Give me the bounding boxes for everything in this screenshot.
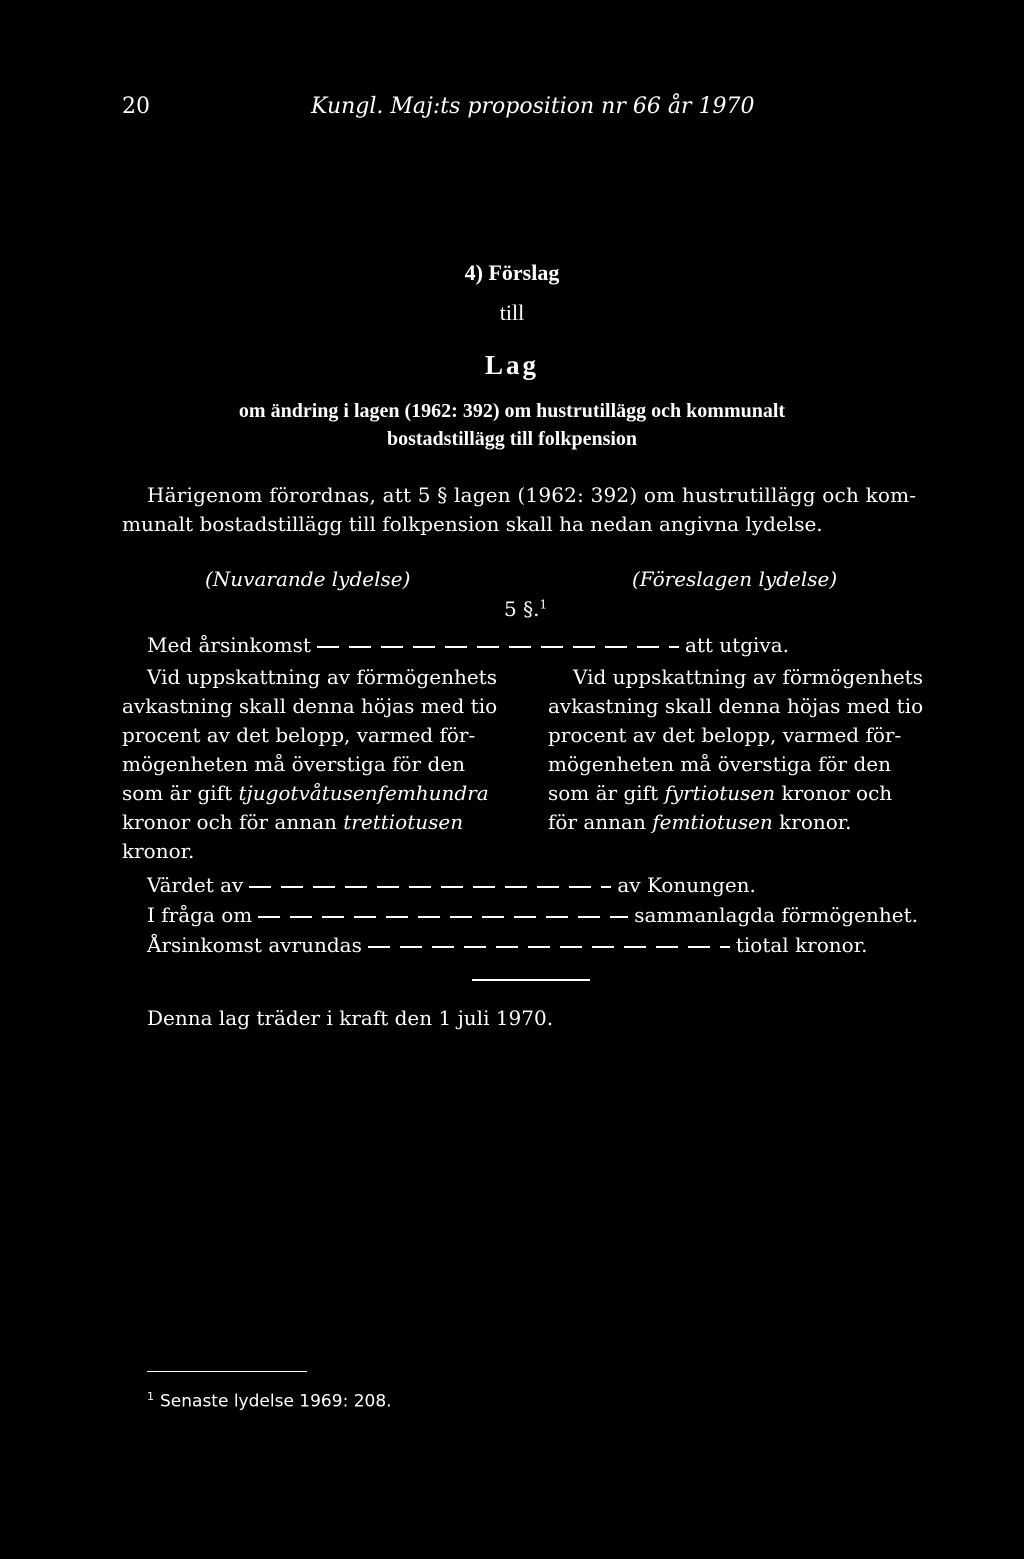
intro-line2: munalt bostadstillägg till folkpension skall ha nedan angivna lydelse. <box>122 512 823 536</box>
left-line <box>122 808 522 837</box>
left-line: avkastning skall denna höjas med tio <box>122 694 498 718</box>
right-line <box>548 808 948 837</box>
footnote-marker: 1 <box>147 1390 154 1403</box>
proposal-number: 4) Förslag <box>464 260 560 285</box>
section-mark <box>504 597 547 621</box>
title-till: till <box>499 300 525 325</box>
omission-dashes <box>249 886 611 888</box>
left-line: procent av det belopp, varmed för- <box>122 723 476 747</box>
left-line: kronor. <box>122 839 195 863</box>
right-line: procent av det belopp, varmed för- <box>548 723 902 747</box>
proposed-wording-column <box>548 663 948 837</box>
right-text: som är gift <box>548 781 659 805</box>
right-line <box>548 779 948 808</box>
current-wording-header: (Nuvarande lydelse) <box>205 567 411 591</box>
right-emphasis: femtiotusen <box>652 810 773 834</box>
row-arsinkomst-avrundas <box>147 933 867 957</box>
omission-dashes <box>317 646 679 648</box>
footnote-reference: 1 <box>539 597 548 612</box>
right-text: kronor och <box>781 781 893 805</box>
left-line <box>122 779 522 808</box>
right-emphasis: fyrtiotusen <box>664 781 776 805</box>
left-text: som är gift <box>122 781 233 805</box>
right-text: för annan <box>548 810 646 834</box>
current-wording-column <box>122 663 522 866</box>
row-vardet <box>147 873 756 897</box>
right-line: Vid uppskattning av förmögenhets <box>573 665 923 689</box>
title-lag: Lag <box>484 350 539 380</box>
left-emphasis: trettiotusen <box>343 810 464 834</box>
row-end-text: att utgiva. <box>684 633 789 657</box>
footnote-rule <box>147 1371 307 1372</box>
row-med-arsinkomst <box>147 633 789 657</box>
row-i-fraga-om <box>147 903 918 927</box>
law-subtitle-line2: bostadstillägg till folkpension <box>386 428 638 450</box>
right-text: kronor. <box>779 810 852 834</box>
row-start-text: I fråga om <box>147 903 253 927</box>
law-subtitle-line1: om ändring i lagen (1962: 392) om hustrutillägg och kommunalt <box>238 400 786 422</box>
right-line: avkastning skall denna höjas med tio <box>548 694 924 718</box>
left-line: Vid uppskattning av förmögenhets <box>147 665 497 689</box>
row-start-text: Värdet av <box>147 873 244 897</box>
row-start-text: Årsinkomst avrundas <box>147 933 362 957</box>
footnote <box>147 1390 392 1412</box>
section-number: 5 §. <box>504 597 540 621</box>
proposed-wording-header: (Föreslagen lydelse) <box>632 567 838 591</box>
footnote-text: Senaste lydelse 1969: 208. <box>160 1391 392 1412</box>
left-line: mögenheten må överstiga för den <box>122 752 465 776</box>
omission-dashes <box>258 916 628 918</box>
row-start-text: Med årsinkomst <box>147 633 311 657</box>
row-end-text: av Konungen. <box>617 873 756 897</box>
section-divider <box>472 979 590 981</box>
left-emphasis: tjugotvåtusenfemhundra <box>238 781 489 805</box>
page-number: 20 <box>122 94 150 119</box>
omission-dashes <box>368 946 730 948</box>
right-line: mögenheten må överstiga för den <box>548 752 891 776</box>
effective-date: Denna lag träder i kraft den 1 juli 1970. <box>147 1006 554 1030</box>
intro-line1: Härigenom förordnas, att 5 § lagen (1962: 392) om hustrutillägg och kom- <box>147 483 917 507</box>
left-text: kronor och för annan <box>122 810 337 834</box>
row-end-text: sammanlagda förmögenhet. <box>634 903 919 927</box>
row-end-text: tiotal kronor. <box>735 933 868 957</box>
running-title: Kungl. Maj:ts proposition nr 66 år 1970 <box>311 94 755 119</box>
